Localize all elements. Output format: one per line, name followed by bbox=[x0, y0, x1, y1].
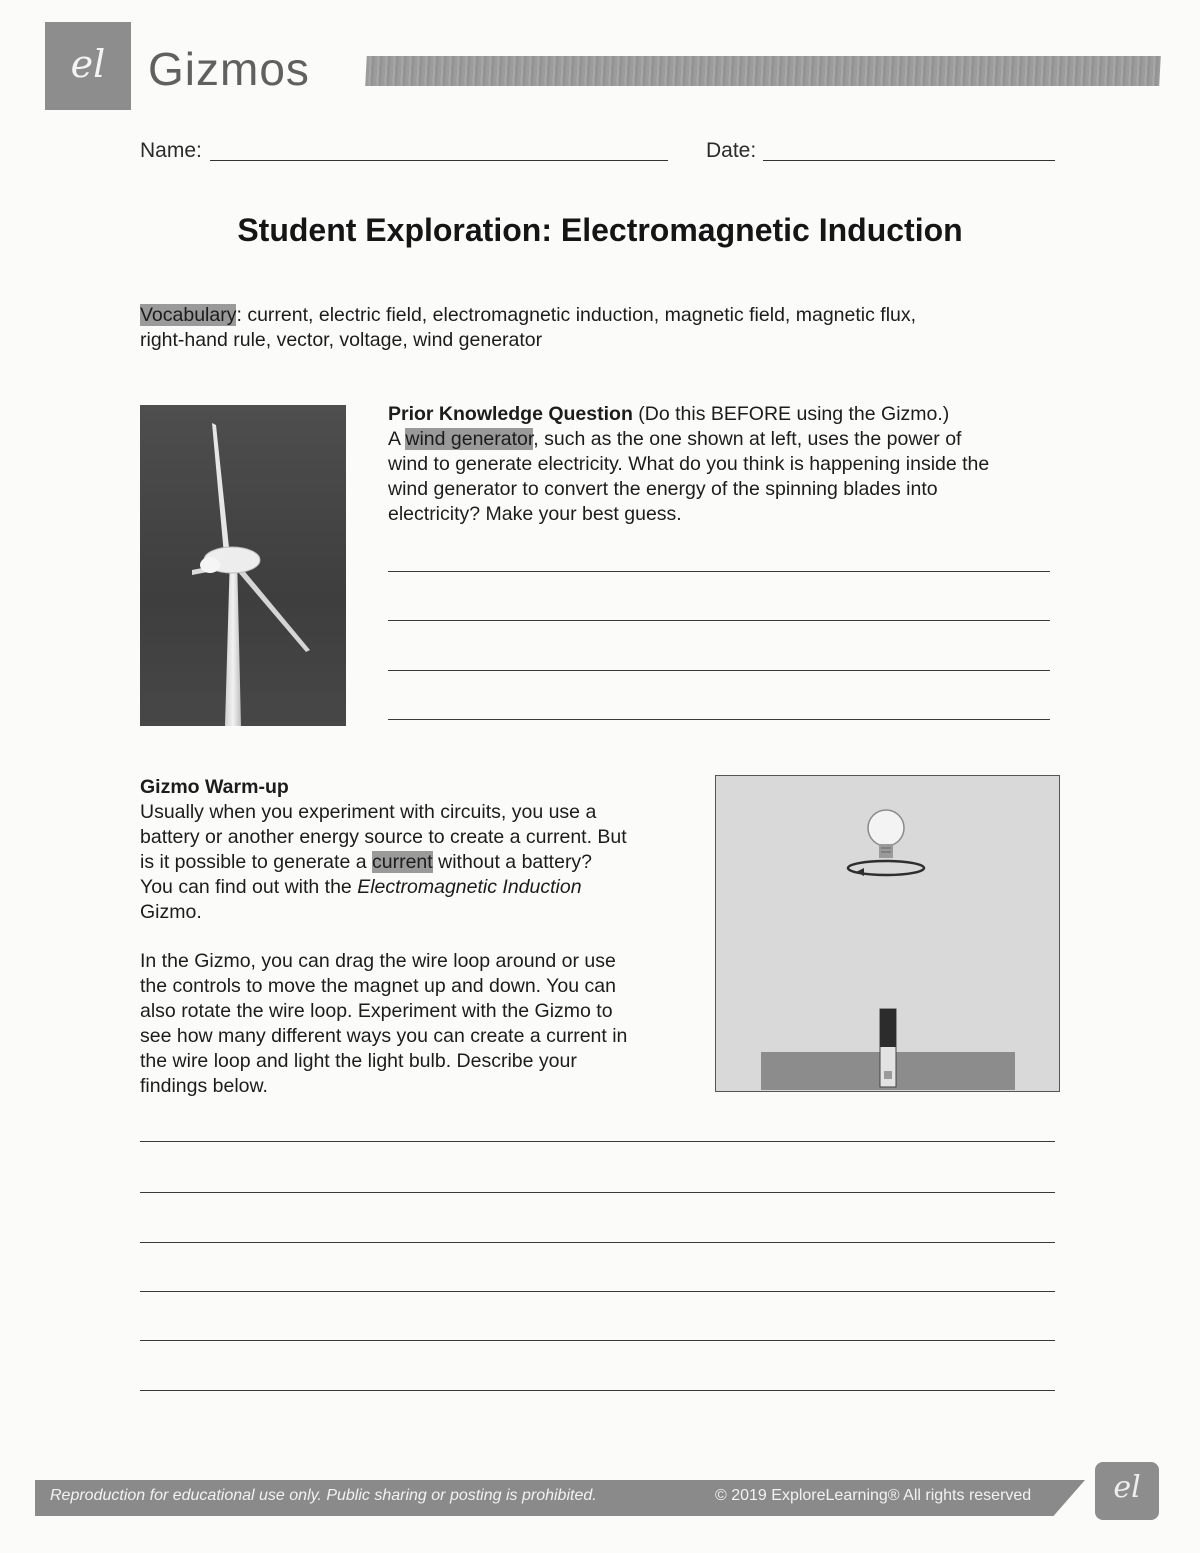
name-label: Name: bbox=[140, 139, 202, 162]
prior-knowledge-heading-line: Prior Knowledge Question (Do this BEFORE using the Gizmo.) bbox=[388, 403, 950, 425]
warmup-p1-line-5: Gizmo. bbox=[140, 901, 202, 923]
warmup-p1-line-1: Usually when you experiment with circuits, you use a bbox=[140, 801, 597, 823]
vocabulary-label: Vocabulary bbox=[140, 304, 237, 326]
light-bulb-icon bbox=[868, 810, 904, 858]
gizmo-screenshot bbox=[715, 775, 1060, 1092]
answer-line[interactable] bbox=[388, 719, 1050, 720]
prior-knowledge-line-1: A wind generator, such as the one shown at left, uses the power of bbox=[388, 428, 962, 450]
answer-line[interactable] bbox=[388, 670, 1050, 671]
answer-line[interactable] bbox=[140, 1141, 1055, 1142]
footer-copyright: © 2019 ExploreLearning® All rights reserved bbox=[715, 1487, 1032, 1504]
answer-line[interactable] bbox=[140, 1340, 1055, 1341]
prior-knowledge-line-2: wind to generate electricity. What do you think is happening inside the bbox=[388, 453, 990, 475]
logo-mark: el bbox=[70, 42, 106, 86]
vocabulary-line-1: Vocabulary: current, electric field, electromagnetic induction, magnetic field, magnetic flux, bbox=[140, 304, 917, 326]
footer-logo-mark: el bbox=[1113, 1470, 1141, 1505]
warmup-p1-line-4: You can find out with the Electromagnetic Induction bbox=[140, 876, 582, 898]
answer-line[interactable] bbox=[140, 1390, 1055, 1391]
header-decorative-bar bbox=[365, 56, 1161, 86]
page-title: Student Exploration: Electromagnetic Induction bbox=[237, 212, 963, 248]
answer-line[interactable] bbox=[140, 1192, 1055, 1193]
explorelearning-logo bbox=[1095, 1462, 1159, 1520]
warmup-p2-line-3: also rotate the wire loop. Experiment with the Gizmo to bbox=[140, 1000, 613, 1022]
brand-title: Gizmos bbox=[148, 43, 310, 95]
vocabulary-line-2: right-hand rule, vector, voltage, wind generator bbox=[140, 329, 543, 351]
highlight-wind-generator: wind generator bbox=[405, 428, 534, 450]
date-label: Date: bbox=[706, 139, 757, 162]
name-field[interactable] bbox=[210, 160, 668, 161]
answer-line[interactable] bbox=[388, 571, 1050, 572]
warmup-p2-line-6: findings below. bbox=[140, 1075, 268, 1097]
warmup-p1-line-3: is it possible to generate a current without a battery? bbox=[140, 851, 593, 873]
highlight-current: current bbox=[371, 851, 433, 873]
warmup-p2-line-5: the wire loop and light the light bulb. Describe your bbox=[140, 1050, 577, 1072]
answer-line[interactable] bbox=[388, 620, 1050, 621]
answer-line[interactable] bbox=[140, 1291, 1055, 1292]
footer-notice: Reproduction for educational use only. Public sharing or posting is prohibited. bbox=[50, 1487, 597, 1504]
warmup-p1-line-2: battery or another energy source to create a current. But bbox=[140, 826, 627, 848]
warmup-p2-line-2: the controls to move the magnet up and down. You can bbox=[140, 975, 616, 997]
gizmos-logo bbox=[45, 22, 131, 110]
prior-knowledge-heading: Prior Knowledge Question bbox=[388, 403, 633, 425]
prior-knowledge-line-3: wind generator to convert the energy of the spinning blades into bbox=[388, 478, 938, 500]
prior-knowledge-line-4: electricity? Make your best guess. bbox=[388, 503, 682, 525]
date-field[interactable] bbox=[763, 160, 1055, 161]
warmup-p2-line-1: In the Gizmo, you can drag the wire loop around or use bbox=[140, 950, 616, 972]
warmup-heading: Gizmo Warm-up bbox=[140, 776, 289, 798]
warmup-p2-line-4: see how many different ways you can create a current in bbox=[140, 1025, 628, 1047]
answer-line[interactable] bbox=[140, 1242, 1055, 1243]
wind-turbine-image bbox=[140, 405, 346, 726]
